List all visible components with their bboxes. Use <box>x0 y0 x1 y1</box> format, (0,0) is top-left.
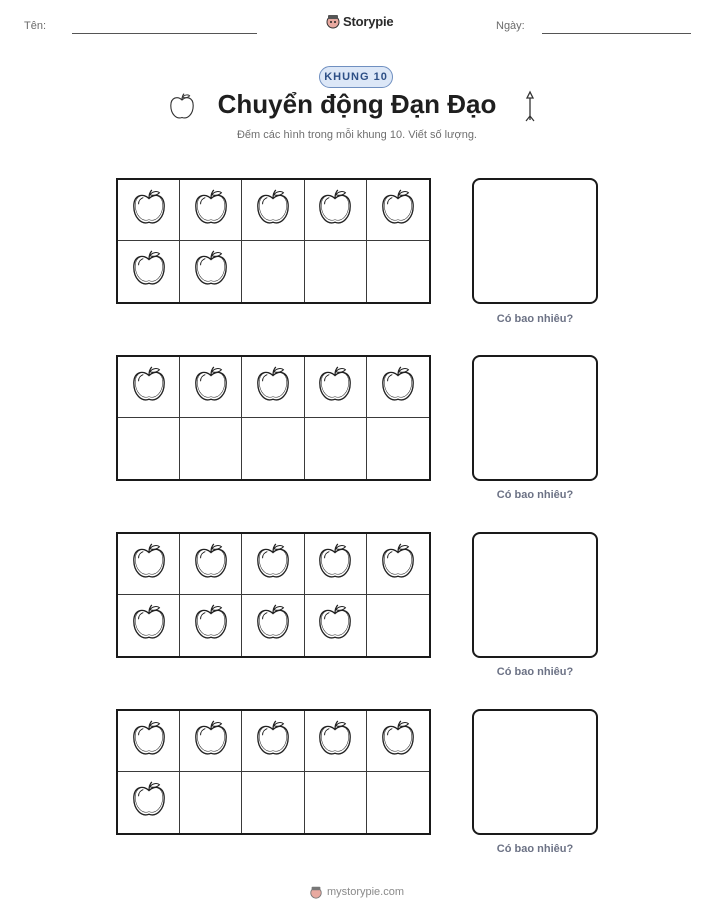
apple-icon <box>316 602 354 649</box>
date-label: Ngày: <box>496 20 525 32</box>
ten-frame-cell <box>118 772 180 833</box>
apple-icon <box>192 541 230 588</box>
ten-frame-cell <box>367 595 429 656</box>
ten-frame-cell <box>305 711 367 772</box>
footer-site[interactable]: mystorypie.com <box>327 886 405 898</box>
apple-icon <box>192 248 230 295</box>
ten-frame-cell <box>242 534 304 595</box>
ten-frame-cell <box>305 595 367 656</box>
ten-frame-cell <box>242 357 304 418</box>
ten-frame-cell <box>180 180 242 241</box>
apple-icon <box>379 187 417 234</box>
answer-box-3[interactable] <box>472 532 598 658</box>
apple-icon <box>379 718 417 765</box>
apple-icon <box>316 364 354 411</box>
ten-frame-cell <box>242 180 304 241</box>
ten-frame-cell <box>180 772 242 833</box>
ten-frame-cell <box>367 357 429 418</box>
answer-box-2[interactable] <box>472 355 598 481</box>
apple-icon <box>254 364 292 411</box>
name-label: Tên: <box>24 20 47 32</box>
ten-frame-cell <box>242 772 304 833</box>
ten-frame-cell <box>242 711 304 772</box>
ten-frame-cell <box>118 241 180 302</box>
storypie-mascot-icon <box>326 13 340 29</box>
apple-icon <box>130 364 168 411</box>
apple-icon <box>192 602 230 649</box>
date-line[interactable] <box>542 33 691 34</box>
apple-icon <box>192 718 230 765</box>
ten-frame-cell <box>367 772 429 833</box>
name-line[interactable] <box>72 33 257 34</box>
apple-icon <box>254 602 292 649</box>
ten-frame-cell <box>367 534 429 595</box>
apple-icon <box>254 541 292 588</box>
ten-frame-cell <box>118 418 180 479</box>
apple-icon <box>192 364 230 411</box>
apple-icon <box>254 187 292 234</box>
ten-frame-badge: KHUNG 10 <box>319 66 393 88</box>
arrow-icon <box>522 90 538 124</box>
ten-frame-cell <box>118 595 180 656</box>
apple-icon <box>130 602 168 649</box>
apple-icon <box>130 187 168 234</box>
ten-frame-1 <box>116 178 431 304</box>
how-many-label-1: Có bao nhiêu? <box>496 313 574 325</box>
ten-frame-cell <box>118 711 180 772</box>
ten-frame-cell <box>180 595 242 656</box>
apple-icon <box>130 718 168 765</box>
apple-icon <box>130 248 168 295</box>
ten-frame-3 <box>116 532 431 658</box>
ten-frame-cell <box>180 357 242 418</box>
ten-frame-cell <box>367 241 429 302</box>
ten-frame-cell <box>180 711 242 772</box>
ten-frame-cell <box>242 595 304 656</box>
storypie-logo <box>326 13 393 29</box>
apple-icon <box>379 364 417 411</box>
ten-frame-cell <box>180 418 242 479</box>
instructions: Đếm các hình trong mỗi khung 10. Viết số lượng. <box>236 129 477 141</box>
ten-frame-cell <box>305 180 367 241</box>
answer-box-1[interactable] <box>472 178 598 304</box>
apple-icon <box>130 779 168 826</box>
apple-icon <box>192 187 230 234</box>
ten-frame-cell <box>242 241 304 302</box>
apple-icon <box>316 187 354 234</box>
ten-frame-cell <box>118 534 180 595</box>
how-many-label-2: Có bao nhiêu? <box>496 489 574 501</box>
ten-frame-cell <box>305 241 367 302</box>
ten-frame-cell <box>305 357 367 418</box>
apple-icon <box>130 541 168 588</box>
apple-icon <box>316 718 354 765</box>
ten-frame-cell <box>305 418 367 479</box>
how-many-label-4: Có bao nhiêu? <box>496 843 574 855</box>
ten-frame-cell <box>118 180 180 241</box>
answer-box-4[interactable] <box>472 709 598 835</box>
how-many-label-3: Có bao nhiêu? <box>496 666 574 678</box>
footer <box>309 885 404 899</box>
apple-icon <box>254 718 292 765</box>
brand-name: Storypie <box>343 13 394 29</box>
apple-icon <box>316 541 354 588</box>
ten-frame-cell <box>367 418 429 479</box>
apple-icon <box>379 541 417 588</box>
ten-frame-cell <box>305 534 367 595</box>
ten-frame-cell <box>305 772 367 833</box>
page-title: Chuyển động Đạn Đạo <box>217 89 497 119</box>
ten-frame-2 <box>116 355 431 481</box>
ten-frame-cell <box>180 534 242 595</box>
ten-frame-cell <box>118 357 180 418</box>
ten-frame-cell <box>242 418 304 479</box>
storypie-mascot-icon <box>309 885 323 899</box>
ten-frame-cell <box>367 180 429 241</box>
ten-frame-cell <box>367 711 429 772</box>
ten-frame-cell <box>180 241 242 302</box>
ten-frame-4 <box>116 709 431 835</box>
